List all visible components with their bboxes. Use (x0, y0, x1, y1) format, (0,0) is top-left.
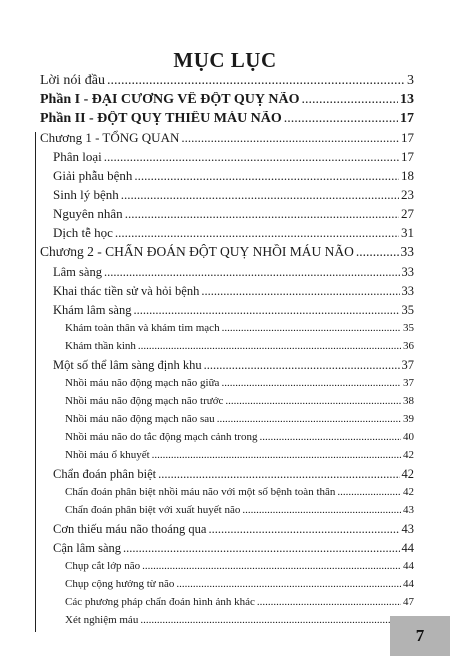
toc-entry-title: Các phương pháp chẩn đoán hình ảnh khác (65, 596, 255, 608)
toc-entry-page: 18 (401, 168, 414, 183)
toc-entry-page: 37 (403, 377, 414, 389)
toc-entry (40, 413, 414, 431)
toc-entry (40, 92, 414, 111)
toc-entry-page: 47 (403, 596, 414, 608)
toc-entry-page: 43 (403, 504, 414, 516)
toc-entry-page: 27 (401, 206, 414, 221)
toc-entry (40, 578, 414, 596)
toc-dot-leader (176, 578, 401, 590)
toc-entry (40, 377, 414, 395)
toc-dot-leader (123, 541, 399, 556)
table-of-contents (40, 73, 414, 632)
toc-dot-leader (115, 225, 399, 241)
toc-entry-page: 37 (401, 358, 414, 372)
toc-entry (40, 449, 414, 467)
toc-dot-leader (158, 467, 399, 482)
page-number: 7 (390, 616, 450, 656)
toc-entry-title: Chẩn đoán phân biệt (53, 467, 157, 481)
toc-entry (40, 504, 414, 522)
toc-entry (40, 560, 414, 578)
toc-entry-page: 3 (407, 73, 414, 88)
toc-entry (40, 73, 414, 92)
toc-entry-title: Một số thể lâm sàng định khu (53, 358, 202, 372)
toc-entry (40, 431, 414, 449)
toc-entry-title: Lâm sàng (53, 265, 102, 279)
toc-dot-leader (259, 431, 401, 443)
toc-dot-leader (225, 395, 401, 407)
toc-entry (40, 486, 414, 504)
toc-entry-page: 36 (403, 340, 414, 352)
toc-entry (40, 522, 414, 541)
toc-dot-leader (107, 73, 405, 89)
toc-entry-title: Chẩn đoán phân biệt nhồi máu não với một số bệnh toàn thân (65, 486, 336, 498)
toc-entry-title: Sinh lý bệnh (53, 187, 119, 202)
toc-dot-leader (242, 504, 401, 516)
toc-entry-page: 42 (403, 449, 414, 461)
toc-entry (40, 467, 414, 486)
toc-entry-page: 23 (401, 187, 414, 202)
toc-dot-leader (138, 340, 401, 352)
toc-entry-page: 35 (401, 303, 414, 317)
toc-entry-page: 43 (401, 522, 414, 536)
toc-entry-title: Khám toàn thân và khám tim mạch (65, 322, 220, 334)
toc-entry-page: 44 (403, 560, 414, 572)
toc-entry (40, 358, 414, 377)
toc-dot-leader (204, 358, 400, 373)
toc-dot-leader (302, 92, 398, 108)
toc-entry-page: 33 (400, 244, 414, 259)
toc-dot-leader (134, 168, 399, 184)
toc-dot-leader (152, 449, 401, 461)
toc-dot-leader (284, 111, 398, 127)
toc-dot-leader (201, 284, 399, 299)
toc-dot-leader (104, 149, 399, 165)
toc-entry-title: Phần II - ĐỘT QUỴ THIẾU MÁU NÃO (40, 111, 282, 126)
toc-vertical-rule (35, 132, 36, 632)
toc-entry-title: Khai thác tiền sử và hỏi bệnh (53, 284, 200, 298)
toc-dot-leader (337, 486, 401, 498)
toc-dot-leader (142, 560, 401, 572)
toc-entry (40, 541, 414, 560)
toc-entry (40, 206, 414, 225)
toc-dot-leader (257, 596, 401, 608)
toc-entry-page: 40 (403, 431, 414, 443)
toc-dot-leader (181, 130, 399, 146)
toc-entry-page: 44 (401, 541, 414, 555)
toc-entry-title: Nhồi máu ổ khuyết (65, 449, 150, 461)
toc-entry-title: Chụp cộng hưởng từ não (65, 578, 175, 590)
toc-entry-page: 31 (401, 225, 414, 240)
toc-entry-page: 44 (403, 578, 414, 590)
toc-dot-leader (104, 265, 400, 280)
page-title: MỤC LỤC (173, 48, 277, 72)
toc-entry-title: Phân loại (53, 149, 102, 164)
toc-entry-title: Chẩn đoán phân biệt với xuất huyết não (65, 504, 241, 516)
toc-entry-title: Nhồi máu não động mạch não sau (65, 413, 215, 425)
toc-entry-page: 17 (401, 130, 414, 145)
toc-entry (40, 322, 414, 340)
toc-dot-leader (125, 206, 399, 222)
toc-entry-title: Nguyên nhân (53, 206, 123, 221)
toc-entry-title: Nhồi máu não động mạch não giữa (65, 377, 220, 389)
toc-entry-page: 42 (403, 486, 414, 498)
toc-entry-page: 33 (401, 284, 414, 298)
toc-entry-title: Xét nghiệm máu (65, 614, 139, 626)
toc-entry-title: Nhồi máu não động mạch não trước (65, 395, 224, 407)
toc-entry-title: Nhồi máu não do tắc động mạch cảnh trong (65, 431, 258, 443)
toc-entry-page: 35 (403, 322, 414, 334)
toc-entry-page: 42 (401, 467, 414, 481)
toc-entry-title: Khám lâm sàng (53, 303, 132, 317)
toc-entry (40, 244, 414, 265)
toc-entry-title: Lời nói đầu (40, 73, 105, 88)
toc-entry (40, 130, 414, 149)
toc-entry (40, 149, 414, 168)
toc-entry (40, 395, 414, 413)
toc-entry (40, 340, 414, 358)
toc-entry (40, 265, 414, 284)
toc-dot-leader (222, 322, 401, 334)
toc-entry (40, 614, 414, 632)
toc-dot-leader (221, 377, 401, 389)
toc-entry (40, 596, 414, 614)
toc-dot-leader (133, 303, 399, 318)
toc-entry (40, 111, 414, 130)
toc-entry-title: Chụp cắt lớp não (65, 560, 141, 572)
toc-entry (40, 168, 414, 187)
toc-entry-title: Chương 1 - TỔNG QUAN (40, 130, 180, 145)
toc-entry-page: 33 (401, 265, 414, 279)
toc-dot-leader (140, 614, 401, 626)
toc-entry-page: 38 (403, 395, 414, 407)
toc-entry-title: Phần I - ĐẠI CƯƠNG VỀ ĐỘT QUỴ NÃO (40, 92, 300, 107)
toc-dot-leader (208, 522, 399, 537)
toc-entry (40, 284, 414, 303)
toc-entry-page: 13 (400, 92, 414, 107)
toc-entry-page: 17 (401, 149, 414, 164)
toc-dot-leader (217, 413, 401, 425)
toc-entry-page: 17 (400, 111, 414, 126)
toc-entry-title: Cơn thiếu máu não thoáng qua (53, 522, 207, 536)
toc-dot-leader (356, 244, 399, 260)
toc-entry-title: Cận lâm sàng (53, 541, 122, 555)
toc-entry-page: 39 (403, 413, 414, 425)
toc-entry (40, 225, 414, 244)
toc-entry-title: Khám thần kinh (65, 340, 136, 352)
toc-entry-title: Dịch tễ học (53, 225, 113, 240)
toc-dot-leader (121, 187, 399, 203)
toc-entry (40, 303, 414, 322)
toc-entry-title: Chương 2 - CHẨN ĐOÁN ĐỘT QUỴ NHỒI MÁU NÃO (40, 244, 354, 259)
toc-entry-title: Giải phẫu bệnh (53, 168, 133, 183)
toc-entry (40, 187, 414, 206)
